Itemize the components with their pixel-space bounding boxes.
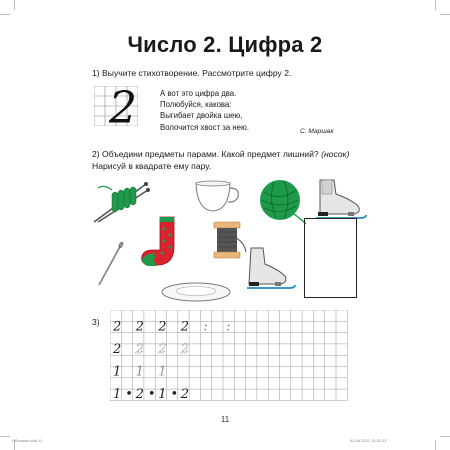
page-number: 11	[220, 415, 230, 424]
saucer-icon	[160, 280, 232, 306]
sock-icon	[140, 215, 180, 269]
yarn-ball-icon	[256, 178, 308, 226]
task1-instruction: 1) Выучите стихотворение. Рассмотрите цифру 2.	[92, 68, 292, 78]
digit-two-grid	[94, 86, 138, 126]
copybook-glyph: 2	[135, 341, 144, 357]
copybook-glyph: 1	[113, 364, 122, 380]
copybook-glyph: 2	[158, 341, 167, 357]
copybook-glyph: 1	[158, 364, 167, 380]
crop-mark	[435, 440, 436, 450]
copybook-glyph: :	[226, 319, 231, 335]
crop-mark	[14, 0, 15, 10]
skate-icon	[245, 246, 297, 294]
task3-label: 3)	[92, 317, 100, 327]
print-footer-right: 02.06.2021 15:32:15	[350, 438, 387, 443]
digit-two: 2	[109, 86, 137, 126]
crop-mark	[0, 14, 10, 15]
crop-mark	[440, 14, 450, 15]
poem-line: Волочится хвост за нею.	[160, 122, 250, 132]
poem	[160, 88, 249, 133]
crop-mark	[0, 436, 10, 437]
copybook-grid[interactable]	[110, 310, 348, 402]
cup-icon	[193, 180, 241, 214]
copybook-glyph: 2	[180, 387, 190, 402]
print-footer-left: Обложка.indd 11	[12, 438, 43, 443]
copybook-glyph: 2	[113, 319, 122, 335]
copybook-glyph: :	[203, 319, 208, 335]
crop-mark	[435, 0, 436, 10]
copybook-glyph: •	[125, 387, 133, 402]
copybook-glyph: 2	[113, 341, 122, 357]
drawing-answer-box[interactable]	[304, 218, 357, 298]
poem-author: С. Маршак	[300, 128, 334, 135]
copybook-glyph: 1	[135, 364, 144, 380]
copybook-glyph: 2	[135, 319, 144, 335]
poem-line: Выгибает двойка шею,	[160, 111, 243, 121]
task2-instruction-draw: Нарисуй в квадрате ему пару.	[92, 161, 212, 171]
copybook-glyph: •	[170, 387, 179, 402]
copybook-glyph: 1	[113, 387, 122, 402]
task2-instruction	[92, 149, 349, 160]
copybook-glyph: 2	[158, 319, 167, 335]
crop-mark	[440, 436, 450, 437]
copybook-glyph: •	[147, 387, 156, 402]
thread-spool-icon	[206, 220, 248, 264]
copybook-glyph: 1	[158, 387, 167, 402]
needle-icon	[96, 240, 126, 288]
task2-question: 2) Объедини предметы парами. Какой предмет лишний?	[92, 149, 319, 159]
copybook-glyph: 2	[180, 341, 190, 357]
task2-answer: (носок)	[321, 149, 350, 159]
copybook-glyph: 2	[135, 387, 144, 402]
poem-line: А вот это цифра два.	[160, 89, 237, 98]
copybook-glyph: 2	[180, 319, 190, 335]
poem-line: Полюбуйся, какова:	[160, 100, 232, 110]
page-title: Число 2. Цифра 2	[127, 32, 323, 57]
